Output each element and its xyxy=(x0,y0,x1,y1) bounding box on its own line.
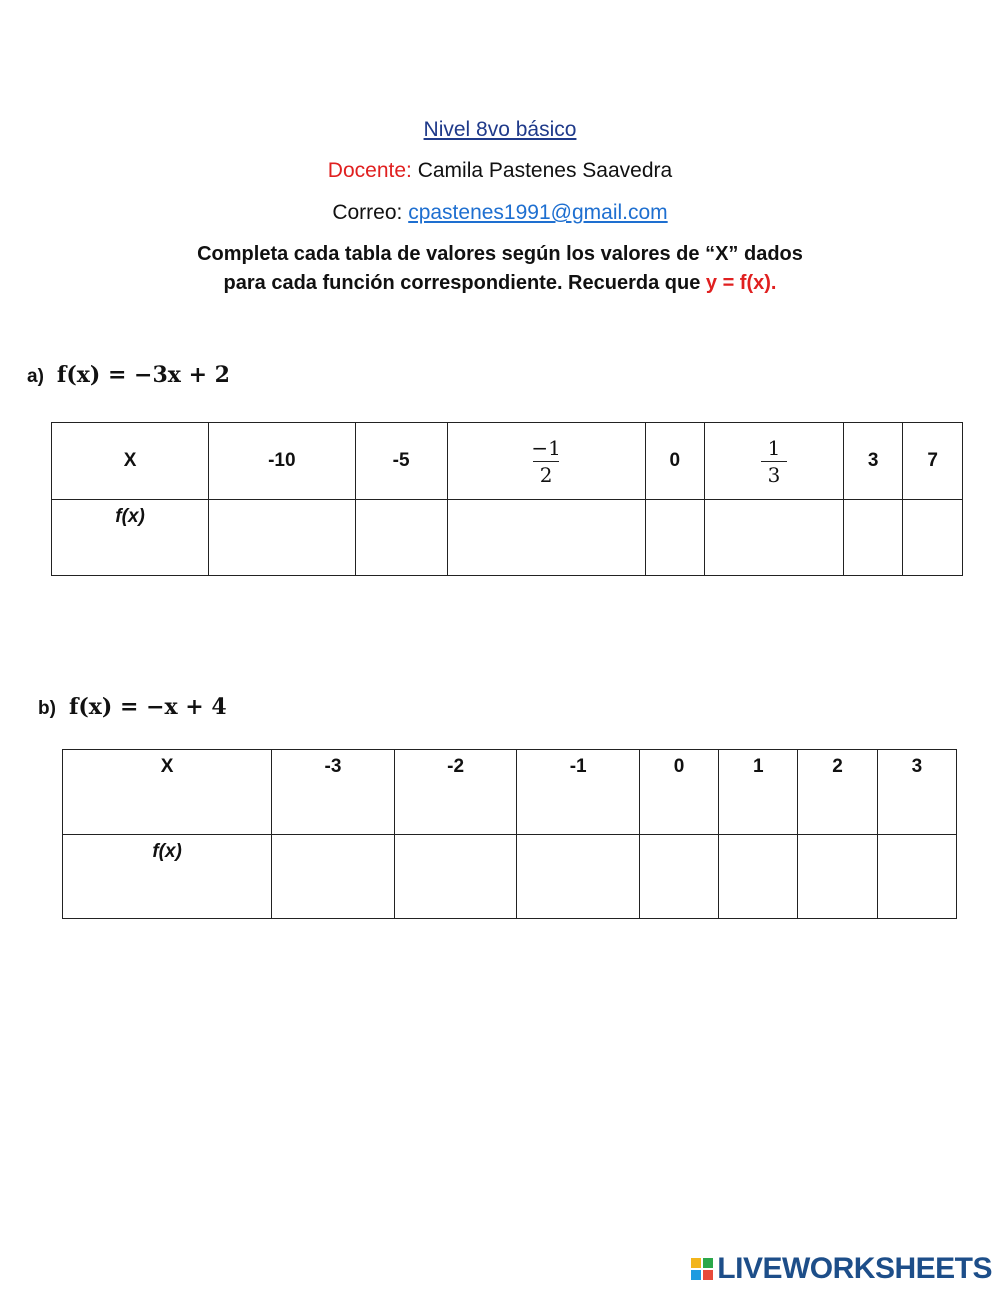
answer-cell[interactable] xyxy=(903,500,963,576)
answer-cell[interactable] xyxy=(705,500,844,576)
answer-cell[interactable] xyxy=(272,835,395,919)
fraction-one-third xyxy=(761,437,787,486)
x-value-cell: 2 xyxy=(798,750,877,835)
x-value-cell: -1 xyxy=(517,750,640,835)
table-row-x xyxy=(52,423,963,500)
instruction-line-2 xyxy=(0,272,1000,295)
logo-square xyxy=(691,1258,701,1268)
logo-square xyxy=(691,1270,701,1280)
email-line xyxy=(0,201,1000,225)
x-value-cell: -2 xyxy=(394,750,517,835)
exercise-a-function: f(x) = −3x + 2 xyxy=(56,362,230,388)
answer-cell[interactable] xyxy=(798,835,877,919)
exercise-a-label xyxy=(27,362,230,388)
table-row-fx xyxy=(63,835,957,919)
x-header-cell: X xyxy=(63,750,272,835)
instruction-line-1: Completa cada tabla de valores según los valores de “X” dados xyxy=(197,243,803,265)
x-value-cell: 0 xyxy=(645,423,705,500)
exercise-b-label xyxy=(38,694,227,720)
fraction-numerator: 1 xyxy=(767,435,781,460)
fx-header-cell: f(x) xyxy=(63,835,272,919)
level-title: Nivel 8vo básico xyxy=(423,118,577,141)
exercise-b-letter: b) xyxy=(38,698,56,719)
answer-cell[interactable] xyxy=(394,835,517,919)
instruction-highlight: y = f(x). xyxy=(705,272,777,294)
x-value-cell: 3 xyxy=(877,750,956,835)
x-value-cell: -5 xyxy=(355,423,447,500)
x-value-cell xyxy=(447,423,645,500)
x-value-cell: 0 xyxy=(639,750,718,835)
answer-cell[interactable] xyxy=(645,500,705,576)
instruction-line-2-text: para cada función correspondiente. Recuerda que xyxy=(223,272,701,294)
x-value-cell: 3 xyxy=(843,423,903,500)
fraction-numerator: −1 xyxy=(531,435,561,460)
answer-cell[interactable] xyxy=(355,500,447,576)
fraction-neg-one-half xyxy=(527,437,564,486)
fx-header-cell: f(x) xyxy=(52,500,209,576)
fraction-denominator: 2 xyxy=(539,462,553,487)
x-value-cell xyxy=(705,423,844,500)
answer-cell[interactable] xyxy=(843,500,903,576)
teacher-line xyxy=(0,159,1000,183)
x-value-cell: -10 xyxy=(209,423,355,500)
teacher-name: Camila Pastenes Saavedra xyxy=(417,159,673,182)
brand-name: LIVEWORKSHEETS xyxy=(717,1252,992,1285)
logo-square xyxy=(703,1258,713,1268)
table-row-x xyxy=(63,750,957,835)
exercise-b-table xyxy=(62,749,957,919)
exercise-b-function: f(x) = −x + 4 xyxy=(68,694,227,720)
fraction-bar xyxy=(533,461,559,462)
email-link[interactable]: cpastenes1991@gmail.com xyxy=(408,201,668,224)
exercise-a-letter: a) xyxy=(27,366,44,387)
x-value-cell: 7 xyxy=(903,423,963,500)
teacher-label: Docente: xyxy=(327,159,412,182)
answer-cell[interactable] xyxy=(719,835,798,919)
x-value-cell: 1 xyxy=(719,750,798,835)
answer-cell[interactable] xyxy=(877,835,956,919)
answer-cell[interactable] xyxy=(639,835,718,919)
answer-cell[interactable] xyxy=(447,500,645,576)
brand-logo-icon xyxy=(691,1258,713,1280)
brand-footer[interactable] xyxy=(691,1252,992,1286)
fraction-bar xyxy=(761,461,787,462)
answer-cell[interactable] xyxy=(209,500,355,576)
table-row-fx xyxy=(52,500,963,576)
logo-square xyxy=(703,1270,713,1280)
x-header-cell: X xyxy=(52,423,209,500)
exercise-a-table xyxy=(51,422,963,576)
answer-cell[interactable] xyxy=(517,835,640,919)
email-label: Correo: xyxy=(332,201,403,224)
x-value-cell: -3 xyxy=(272,750,395,835)
fraction-denominator: 3 xyxy=(767,462,781,487)
